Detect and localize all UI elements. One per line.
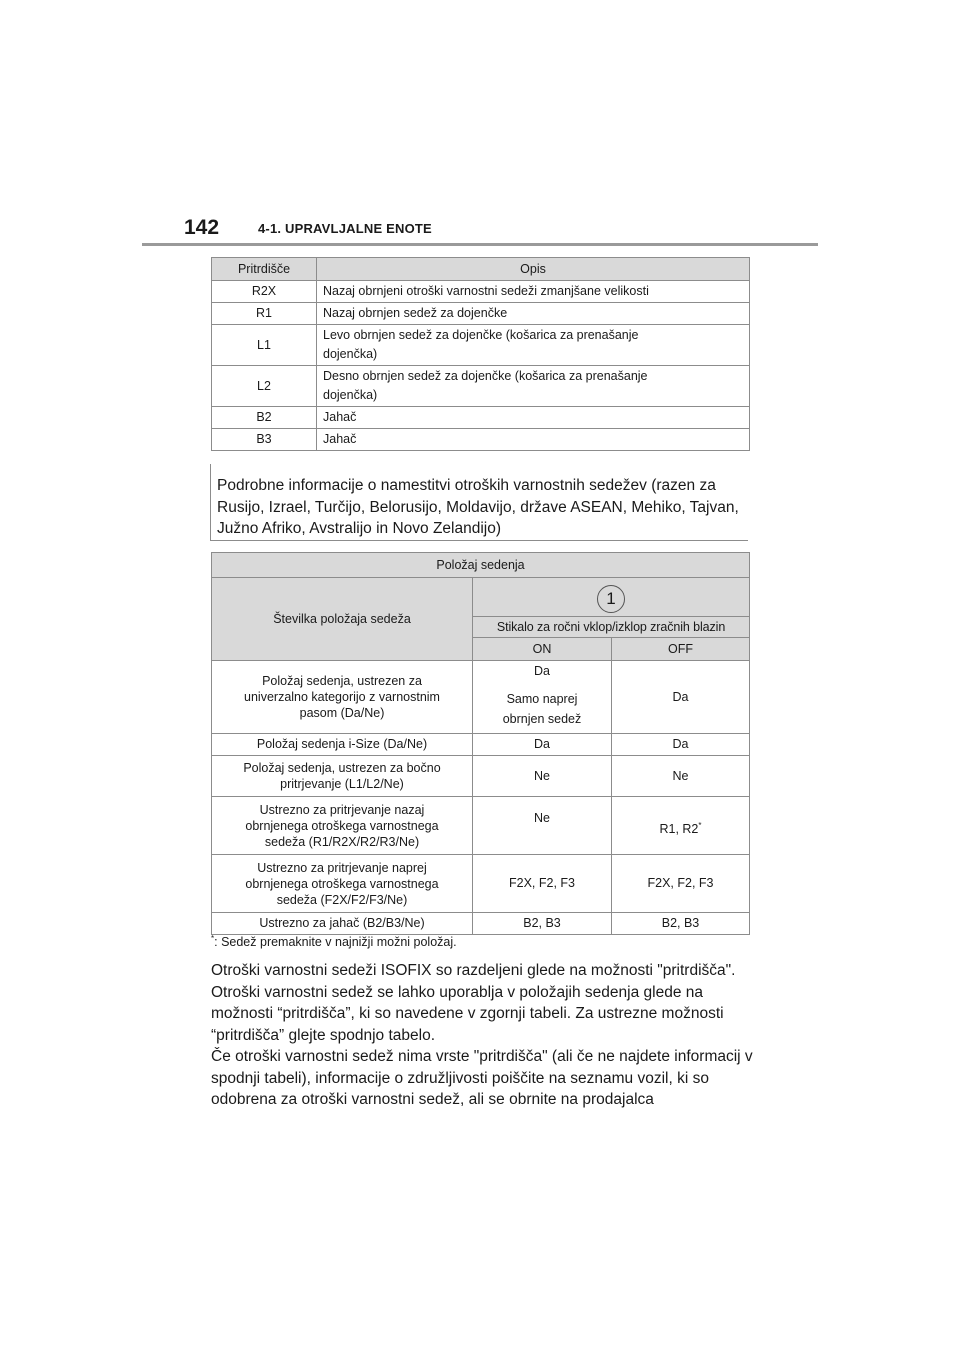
label-line: Položaj sedenja, ustrezen za bočno: [243, 761, 441, 775]
off-header: OFF: [612, 638, 750, 661]
row-label: [212, 855, 473, 913]
label-line: sedeža (F2X/F2/F3/Ne): [276, 892, 408, 907]
table-row: [212, 661, 750, 734]
footnote: [211, 934, 457, 949]
row-label: [212, 661, 473, 734]
on-value: [473, 661, 612, 734]
table-header-row: [212, 578, 750, 617]
label-line: pasom (Da/Ne): [299, 706, 385, 720]
seat-number-badge: 1: [597, 585, 625, 613]
airbag-switch-label: Stikalo za ročni vklop/izklop zračnih blazin: [473, 617, 750, 638]
label-line: Ustrezno za pritrjevanje nazaj: [259, 802, 425, 817]
off-value-text: R1, R2: [659, 822, 699, 836]
label-line: sedeža (R1/R2X/R2/R3/Ne): [264, 834, 420, 849]
table-header-row: [212, 258, 750, 281]
body-paragraph: Če otroški varnostni sedež nima vrste "pritrdišča" (ali če ne najdete informacij v spodnji tabeli), informacije o združljivosti poiščite na seznamu vozil, ki so odobrena za otroški varnostni sedež, ali se obrnite na prodajalca: [211, 1048, 753, 1108]
anchorage-code: L2: [212, 366, 317, 407]
off-value: Da: [612, 734, 750, 756]
row-label: Ustrezno za jahač (B2/B3/Ne): [212, 913, 473, 935]
value-line: obrnjen sedež: [502, 712, 582, 726]
anchorage-code: R2X: [212, 281, 317, 303]
on-value: Da: [473, 734, 612, 756]
table-row: [212, 325, 750, 366]
label-line: obrnjenega otroškega varnostnega: [245, 818, 439, 833]
body-paragraph: Otroški varnostni sedeži ISOFIX so razdeljeni glede na možnosti "pritrdišča". Otroški varnostni sedež se lahko uporablja v položajih sedenja glede na možnosti “pritrdišča”, ki so navedene v zgornji tabeli. Za ustrezne možnosti “pritrdišča” glejte spodnjo tabelo.: [211, 962, 736, 1044]
section-title: 4-1. UPRAVLJALNE ENOTE: [258, 221, 432, 236]
anchorage-desc: Jahač: [317, 429, 750, 451]
label-line: univerzalno kategorijo z varnostnim: [244, 690, 440, 704]
value-line: Samo naprej: [506, 692, 578, 706]
table-row: [212, 407, 750, 429]
column-header: Pritrdišče: [212, 258, 317, 281]
table-row: [212, 366, 750, 407]
off-value: F2X, F2, F3: [612, 855, 750, 913]
desc-line: Levo obrnjen sedež za dojenčke (košarica za prenašanje: [323, 328, 639, 342]
label-line: Ustrezno za pritrjevanje naprej: [257, 860, 427, 875]
on-value: Ne: [473, 797, 612, 855]
label-line: Položaj sedenja, ustrezen za: [262, 674, 422, 688]
page-number: 142: [184, 216, 220, 239]
anchorage-desc: Nazaj obrnjeni otroški varnostni sedeži zmanjšane velikosti: [317, 281, 750, 303]
anchorage-desc: [317, 366, 750, 407]
anchorage-code: B2: [212, 407, 317, 429]
seating-position-title: Položaj sedenja: [212, 553, 750, 578]
anchorage-desc: Jahač: [317, 407, 750, 429]
anchorage-desc: [317, 325, 750, 366]
header-rule: [142, 243, 818, 246]
off-value: Ne: [612, 756, 750, 797]
label-line: obrnjenega otroškega varnostnega: [245, 876, 439, 891]
info-box: [210, 464, 748, 541]
anchorage-code: L1: [212, 325, 317, 366]
body-text: [211, 960, 756, 1111]
table-row: [212, 756, 750, 797]
off-value: [612, 797, 750, 855]
seating-position-table: [211, 552, 750, 935]
row-label: [212, 797, 473, 855]
table-row: [212, 303, 750, 325]
table-row: [212, 429, 750, 451]
footnote-mark: *: [211, 934, 215, 943]
footnote-mark: *: [698, 820, 702, 830]
table-header-row: [212, 553, 750, 578]
anchorage-desc: Nazaj obrnjen sedež za dojenčke: [317, 303, 750, 325]
anchorage-code: B3: [212, 429, 317, 451]
table-row: [212, 734, 750, 756]
label-line: pritrjevanje (L1/L2/Ne): [280, 777, 404, 791]
on-value: Ne: [473, 756, 612, 797]
seat-number-label: Številka položaja sedeža: [212, 578, 473, 661]
anchorage-code: R1: [212, 303, 317, 325]
desc-line: Desno obrnjen sedež za dojenčke (košarica za prenašanje: [323, 369, 648, 383]
table-row: [212, 797, 750, 855]
anchorage-table: [211, 257, 750, 451]
table-row: [212, 855, 750, 913]
on-value: B2, B3: [473, 913, 612, 935]
on-header: ON: [473, 638, 612, 661]
on-value: F2X, F2, F3: [473, 855, 612, 913]
value-line: Da: [534, 664, 550, 678]
footnote-text: : Sedež premaknite v najnižji možni položaj.: [214, 935, 457, 950]
off-value: Da: [612, 661, 750, 734]
desc-line: dojenčka): [323, 347, 378, 361]
table-row: [212, 913, 750, 935]
table-row: [212, 281, 750, 303]
column-header: Opis: [317, 258, 750, 281]
off-value: B2, B3: [612, 913, 750, 935]
seat-number-cell: [473, 578, 750, 617]
row-label: [212, 756, 473, 797]
info-box-text: Podrobne informacije o namestitvi otroških varnostnih sedežev (razen za Rusijo, Izrael, Turčijo, Belorusijo, Moldavijo, države ASEAN, Mehiko, Tajvan, Južno Afriko, Avstralijo in Novo Zelandijo): [217, 477, 739, 537]
row-label: Položaj sedenja i-Size (Da/Ne): [212, 734, 473, 756]
desc-line: dojenčka): [323, 388, 378, 402]
